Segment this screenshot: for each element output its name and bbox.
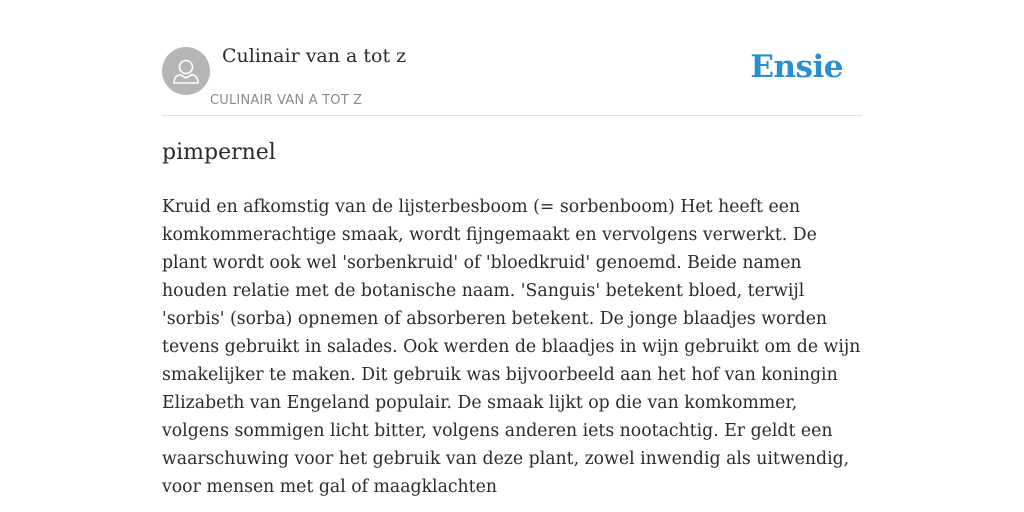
- article-title: pimpernel: [162, 140, 276, 165]
- user-placeholder-icon: [162, 47, 210, 95]
- author-name-link[interactable]: Culinair van a tot z: [222, 45, 407, 67]
- article-body: Kruid en afkomstig van de lijsterbesboom (= sorbenboom) Het heeft een komkommerachtige smaak, wordt fijngemaakt en vervolgens verwerkt. De plant wordt ook wel 'sorbenkruid' of 'bloedkruid' genoemd. Beide namen houden relatie met de botanische naam. 'Sanguis' betekent bloed, terwijl 'sorbis' (sorba) opnemen of absorberen betekent. De jonge blaadjes worden tevens gebruikt in salades. Ook werden de blaadjes in wijn gebruikt om de wijn smakelijker te maken. Dit gebruik was bijvoorbeeld aan het hof van koningin Elizabeth van Engeland populair. De smaak lijkt op die van komkommer, volgens sommigen licht bitter, volgens anderen iets nootachtig. Er geldt een waarschuwing voor het gebruik van deze plant, zowel inwendig als uitwendig, voor mensen met gal of maagklachten: [162, 197, 861, 497]
- avatar[interactable]: [162, 47, 210, 95]
- ensie-logo[interactable]: Ensie: [750, 49, 843, 85]
- header: [162, 0, 862, 116]
- collection-link[interactable]: CULINAIR VAN A TOT Z: [210, 93, 363, 108]
